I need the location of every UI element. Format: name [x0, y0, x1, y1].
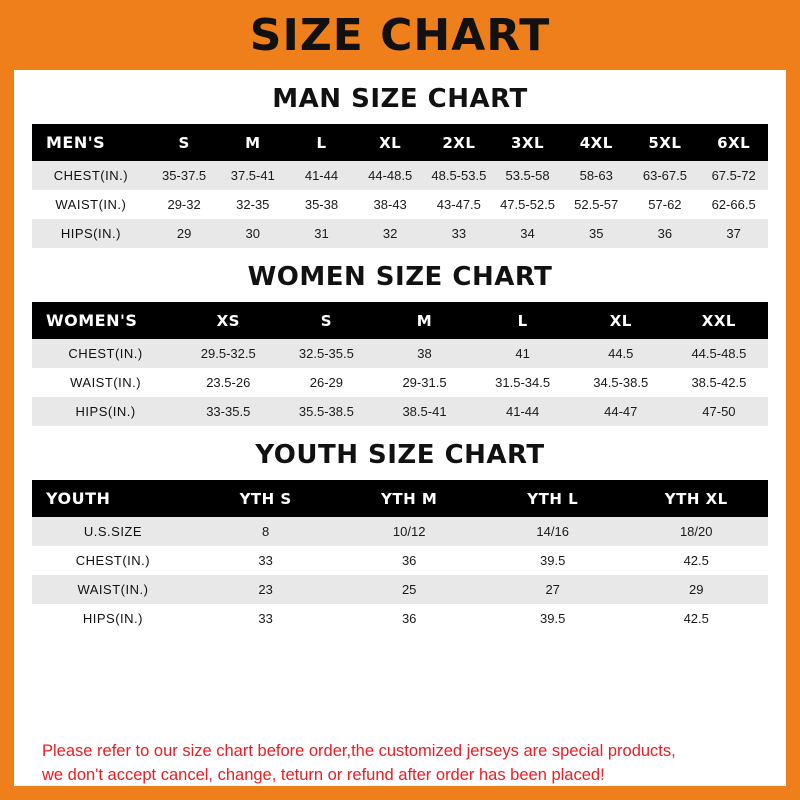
table-header-row [32, 480, 768, 517]
table-row [32, 368, 768, 397]
footer-line-1: Please refer to our size chart before order,the customized jerseys are special products, [42, 742, 676, 761]
women-waist-m: 29-31.5 [402, 375, 447, 390]
youth-ussize-s: 8 [262, 524, 270, 539]
youth-col-s: YTH S [239, 489, 292, 508]
bottom-border-band [0, 786, 800, 800]
youth-chest-m: 36 [401, 553, 417, 568]
men-waist-5xl: 57-62 [648, 197, 682, 212]
women-row-label-waist: WAIST(IN.) [70, 375, 142, 390]
men-waist-xl: 38-43 [373, 197, 407, 212]
table-row [32, 219, 768, 248]
youth-row-label-hips: HIPS(IN.) [82, 611, 144, 626]
youth-ussize-m: 10/12 [392, 524, 426, 539]
men-hips-xl: 32 [382, 226, 398, 241]
men-row-head: MEN'S [46, 133, 106, 152]
men-waist-s: 29-32 [167, 197, 201, 212]
women-hips-xxl: 47-50 [702, 404, 736, 419]
women-waist-xxl: 38.5-42.5 [691, 375, 747, 390]
youth-chest-xl: 42.5 [683, 553, 709, 568]
women-waist-s: 26-29 [309, 375, 343, 390]
women-chest-m: 38 [417, 346, 432, 361]
men-col-m: M [245, 133, 261, 152]
men-chest-xl: 44-48.5 [368, 168, 413, 183]
section-title-youth: YOUTH SIZE CHART [255, 440, 545, 470]
men-waist-m: 32-35 [236, 197, 270, 212]
men-chest-m: 37.5-41 [230, 168, 275, 183]
page-title: SIZE CHART [249, 10, 551, 61]
youth-hips-s: 33 [258, 611, 273, 626]
men-size-table [32, 124, 768, 248]
men-waist-l: 35-38 [304, 197, 339, 212]
women-chest-l: 41 [515, 346, 530, 361]
women-col-xxl: XXL [701, 311, 736, 330]
table-row [32, 517, 768, 546]
table-row [32, 190, 768, 219]
women-waist-xl: 34.5-38.5 [593, 375, 649, 390]
men-chest-2xl: 48.5-53.5 [431, 168, 487, 183]
men-hips-6xl: 37 [726, 226, 741, 241]
men-chest-s: 35-37.5 [162, 168, 207, 183]
women-waist-l: 31.5-34.5 [495, 375, 551, 390]
men-hips-3xl: 34 [520, 226, 535, 241]
women-chest-s: 32.5-35.5 [298, 346, 354, 361]
youth-size-table [32, 480, 768, 633]
men-hips-5xl: 36 [657, 226, 673, 241]
youth-chest-l: 39.5 [540, 553, 566, 568]
men-col-s: S [178, 133, 190, 152]
table-header-row [32, 302, 768, 339]
men-chest-l: 41-44 [304, 168, 339, 183]
women-hips-xl: 44-47 [604, 404, 638, 419]
women-hips-l: 41-44 [506, 404, 540, 419]
table-row [32, 161, 768, 190]
section-men [32, 84, 768, 248]
men-col-5xl: 5XL [648, 133, 682, 152]
men-row-label-hips: HIPS(IN.) [60, 226, 121, 241]
women-col-l: L [517, 311, 528, 330]
youth-chest-s: 33 [258, 553, 273, 568]
youth-col-m: YTH M [381, 489, 438, 508]
women-hips-xs: 33-35.5 [206, 404, 251, 419]
table-row [32, 397, 768, 426]
table-row [32, 546, 768, 575]
men-col-l: L [316, 133, 327, 152]
men-col-2xl: 2XL [442, 133, 476, 152]
section-women [32, 262, 768, 426]
women-hips-s: 35.5-38.5 [298, 404, 354, 419]
section-title-women: WOMEN SIZE CHART [247, 262, 553, 292]
youth-ussize-xl: 18/20 [679, 524, 713, 539]
youth-hips-m: 36 [401, 611, 417, 626]
men-chest-3xl: 53.5-58 [505, 168, 550, 183]
women-waist-xs: 23.5-26 [206, 375, 251, 390]
men-waist-6xl: 62-66.5 [711, 197, 756, 212]
chart-content [14, 84, 786, 633]
men-col-3xl: 3XL [511, 133, 545, 152]
men-waist-3xl: 47.5-52.5 [500, 197, 555, 212]
women-chest-xxl: 44.5-48.5 [691, 346, 747, 361]
women-col-xs: XS [216, 311, 240, 330]
footer-line-2: we don't accept cancel, change, teturn or refund after order has been placed! [42, 766, 605, 785]
women-chest-xs: 29.5-32.5 [200, 346, 256, 361]
youth-row-label-ussize: U.S.SIZE [83, 524, 143, 539]
men-row-label-chest: CHEST(IN.) [53, 168, 129, 183]
men-hips-4xl: 35 [588, 226, 604, 241]
men-col-4xl: 4XL [579, 133, 613, 152]
women-col-m: M [416, 311, 433, 330]
men-hips-m: 30 [245, 226, 261, 241]
youth-hips-xl: 42.5 [683, 611, 709, 626]
youth-waist-xl: 29 [688, 582, 704, 597]
youth-waist-s: 23 [258, 582, 273, 597]
section-youth [32, 440, 768, 633]
men-chest-5xl: 63-67.5 [642, 168, 687, 183]
men-hips-l: 31 [314, 226, 329, 241]
youth-waist-l: 27 [545, 582, 560, 597]
men-hips-s: 29 [176, 226, 192, 241]
women-row-head: WOMEN'S [46, 311, 138, 330]
men-hips-2xl: 33 [451, 226, 467, 241]
section-title-men: MAN SIZE CHART [272, 84, 528, 114]
men-chest-6xl: 67.5-72 [711, 168, 756, 183]
women-row-label-chest: CHEST(IN.) [68, 346, 143, 361]
youth-hips-l: 39.5 [540, 611, 566, 626]
men-waist-4xl: 52.5-57 [574, 197, 619, 212]
youth-col-l: YTH L [527, 489, 579, 508]
table-row [32, 575, 768, 604]
header-banner [0, 0, 800, 70]
youth-waist-m: 25 [401, 582, 417, 597]
table-row [32, 604, 768, 633]
men-col-xl: XL [379, 133, 402, 152]
women-row-label-hips: HIPS(IN.) [75, 404, 136, 419]
youth-row-label-waist: WAIST(IN.) [77, 582, 149, 597]
men-chest-4xl: 58-63 [579, 168, 613, 183]
youth-ussize-l: 14/16 [536, 524, 569, 539]
women-hips-m: 38.5-41 [402, 404, 447, 419]
women-size-table [32, 302, 768, 426]
table-row [32, 339, 768, 368]
women-col-xl: XL [609, 311, 632, 330]
men-row-label-waist: WAIST(IN.) [55, 197, 127, 212]
youth-row-label-chest: CHEST(IN.) [75, 553, 151, 568]
women-col-s: S [320, 311, 333, 330]
youth-col-xl: YTH XL [664, 489, 728, 508]
youth-row-head: YOUTH [46, 489, 111, 508]
women-chest-xl: 44.5 [608, 346, 634, 361]
men-col-6xl: 6XL [717, 133, 751, 152]
men-waist-2xl: 43-47.5 [436, 197, 481, 212]
table-header-row [32, 124, 768, 161]
